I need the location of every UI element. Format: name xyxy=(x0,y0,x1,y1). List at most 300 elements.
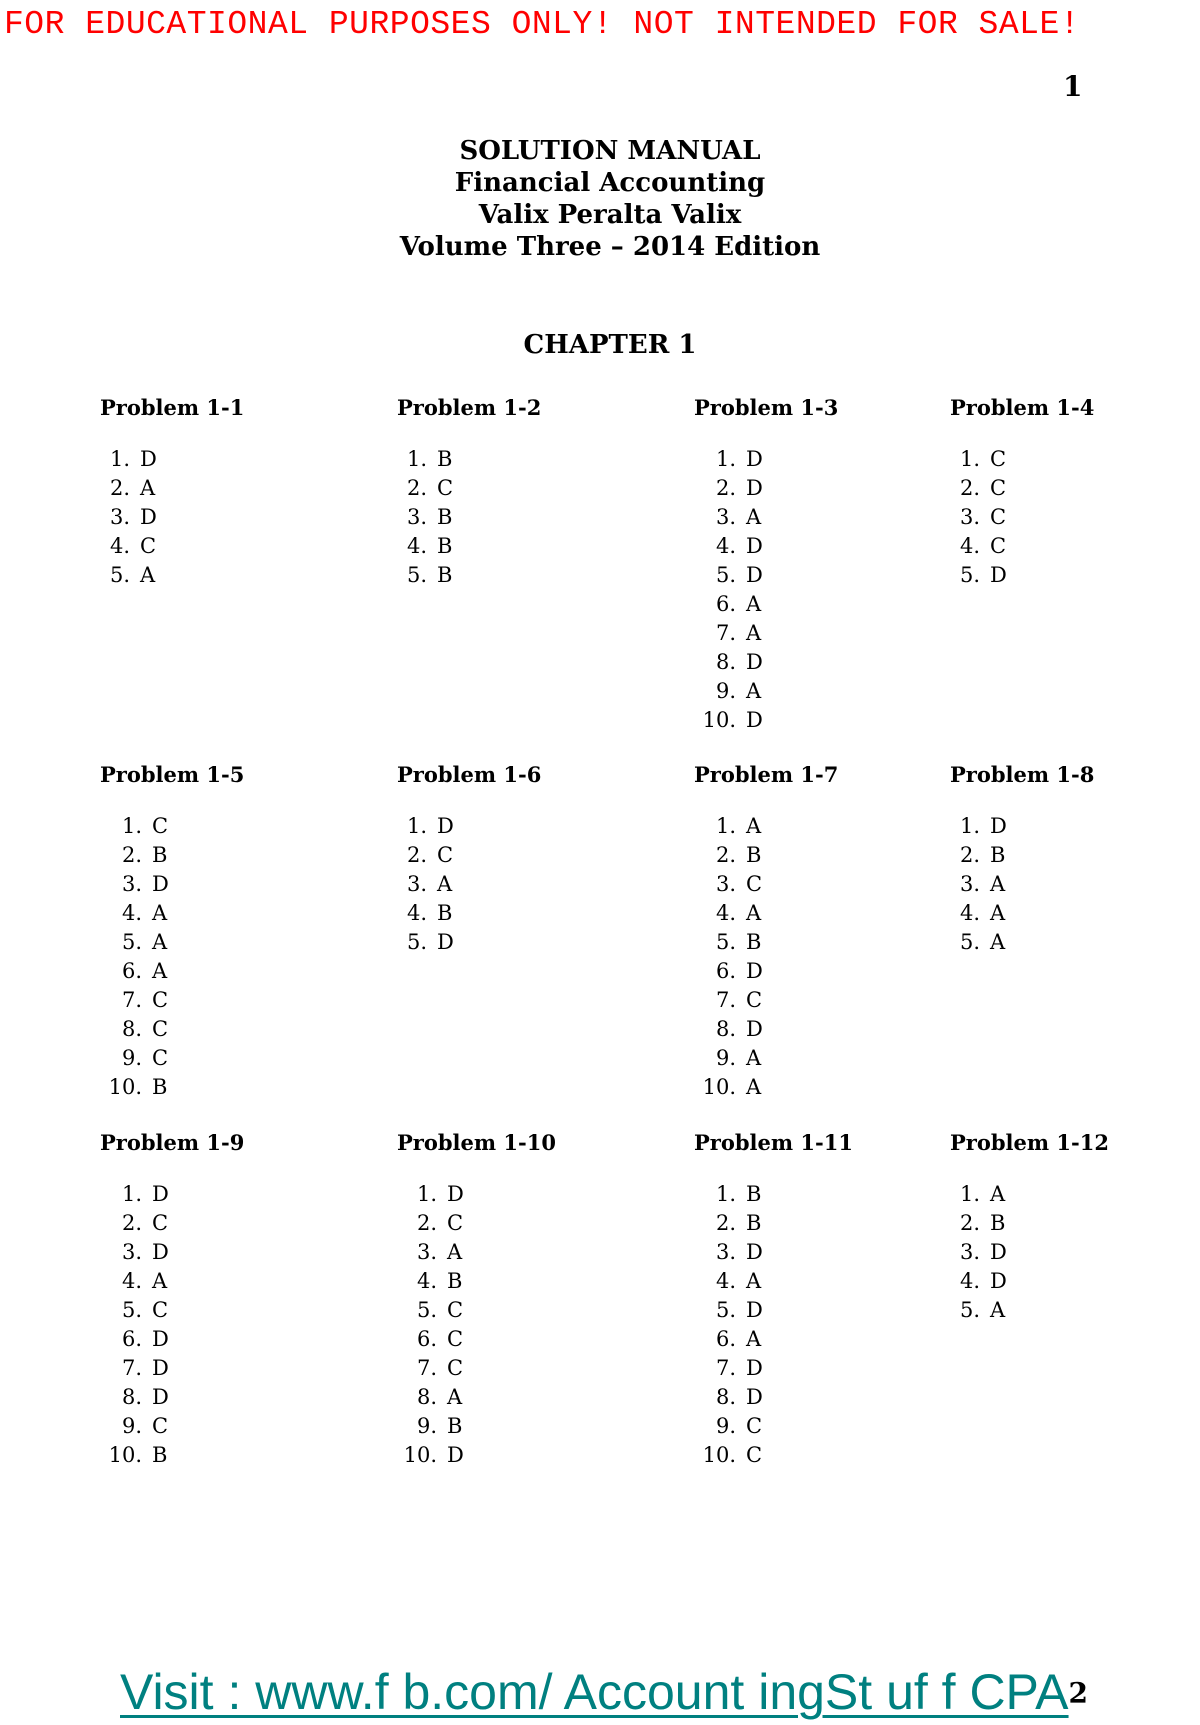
answer-item xyxy=(102,812,244,841)
answer-letter: D xyxy=(990,814,1007,838)
answer-item xyxy=(397,1267,556,1296)
answer-number: 5. xyxy=(715,563,736,587)
problem-title: Problem 1-2 xyxy=(397,395,542,420)
answer-letter: B xyxy=(447,1269,463,1293)
answer-letter: D xyxy=(140,505,157,529)
answer-list xyxy=(696,1180,853,1470)
answer-number: 1. xyxy=(715,1182,736,1206)
answer-number: 3. xyxy=(959,505,980,529)
answer-number: 9. xyxy=(121,1046,142,1070)
answer-item xyxy=(102,928,244,957)
answer-item xyxy=(397,1441,556,1470)
answer-item xyxy=(397,1354,556,1383)
answer-letter: D xyxy=(746,1298,763,1322)
title-line-2: Financial Accounting xyxy=(454,168,766,198)
problem-block xyxy=(100,395,244,590)
answer-letter: D xyxy=(990,1240,1007,1264)
answer-number: 5. xyxy=(406,930,427,954)
footer xyxy=(120,1663,1088,1721)
answer-number: 4. xyxy=(959,1269,980,1293)
answer-item xyxy=(102,1015,244,1044)
problem-title: Problem 1-3 xyxy=(694,395,839,420)
answer-letter: A xyxy=(746,1327,762,1351)
answer-number: 7. xyxy=(715,988,736,1012)
answer-letter: A xyxy=(746,1269,762,1293)
answer-number: 6. xyxy=(715,592,736,616)
answer-letter: D xyxy=(140,447,157,471)
answer-letter: C xyxy=(746,1414,763,1438)
answer-letter: D xyxy=(152,1356,169,1380)
problem-block xyxy=(100,1130,244,1470)
problem-title: Problem 1-6 xyxy=(397,762,542,787)
answer-number: 5. xyxy=(959,1298,980,1322)
answer-letter: D xyxy=(746,1017,763,1041)
answer-letter: A xyxy=(746,679,762,703)
answer-letter: A xyxy=(437,872,453,896)
answer-item xyxy=(696,1354,853,1383)
answer-number: 3. xyxy=(121,1240,142,1264)
answer-item xyxy=(102,1441,244,1470)
answer-letter: D xyxy=(746,1385,763,1409)
answer-number: 2. xyxy=(959,1211,980,1235)
answer-number: 6. xyxy=(121,1327,142,1351)
answer-item xyxy=(397,812,541,841)
problem-title: Problem 1-7 xyxy=(694,762,839,787)
answer-number: 6. xyxy=(715,959,736,983)
answer-item xyxy=(102,1073,244,1102)
answer-number: 4. xyxy=(121,1269,142,1293)
answer-number: 2. xyxy=(959,843,980,867)
answer-letter: D xyxy=(152,1240,169,1264)
answer-item xyxy=(696,1180,853,1209)
answer-item xyxy=(950,1209,1109,1238)
answer-item xyxy=(102,1180,244,1209)
answer-letter: C xyxy=(152,1211,169,1235)
answer-letter: B xyxy=(437,447,453,471)
answer-item xyxy=(950,503,1094,532)
answer-item xyxy=(102,1267,244,1296)
answer-number: 4. xyxy=(959,534,980,558)
answer-letter: C xyxy=(152,1046,169,1070)
answer-number: 4. xyxy=(416,1269,437,1293)
answer-number: 2. xyxy=(406,476,427,500)
answer-number: 1. xyxy=(715,447,736,471)
answer-item xyxy=(696,870,838,899)
answer-letter: C xyxy=(990,447,1007,471)
answer-letter: D xyxy=(746,476,763,500)
answer-letter: C xyxy=(152,988,169,1012)
answer-item xyxy=(950,928,1094,957)
answer-number: 5. xyxy=(715,1298,736,1322)
answer-item xyxy=(397,503,541,532)
answer-item xyxy=(100,445,244,474)
answer-letter: C xyxy=(746,872,763,896)
answer-letter: B xyxy=(990,1211,1006,1235)
answer-item xyxy=(950,841,1094,870)
answer-item xyxy=(397,899,541,928)
answer-letter: A xyxy=(990,901,1006,925)
answer-letter: D xyxy=(152,1327,169,1351)
answer-list xyxy=(397,812,541,957)
answer-number: 5. xyxy=(406,563,427,587)
answer-letter: B xyxy=(746,843,762,867)
answer-number: 3. xyxy=(959,872,980,896)
answer-number: 3. xyxy=(121,872,142,896)
answer-item xyxy=(950,870,1094,899)
answer-letter: C xyxy=(152,1414,169,1438)
answer-letter: A xyxy=(140,476,156,500)
answer-item xyxy=(950,445,1094,474)
answer-item xyxy=(696,986,838,1015)
answer-number: 1. xyxy=(715,814,736,838)
answer-letter: B xyxy=(437,534,453,558)
answer-number: 4. xyxy=(715,1269,736,1293)
watermark-text: FOR EDUCATIONAL PURPOSES ONLY! NOT INTENDED FOR SALE! xyxy=(4,6,1081,43)
answer-item xyxy=(397,1296,556,1325)
answer-item xyxy=(696,706,838,735)
answer-number: 6. xyxy=(416,1327,437,1351)
answer-number: 1. xyxy=(959,447,980,471)
answer-item xyxy=(397,928,541,957)
answer-number: 8. xyxy=(715,650,736,674)
answer-number: 3. xyxy=(715,505,736,529)
answer-number: 10. xyxy=(702,1075,736,1099)
answer-letter: B xyxy=(152,1075,168,1099)
answer-list xyxy=(696,445,838,735)
answer-letter: A xyxy=(152,901,168,925)
answer-letter: C xyxy=(437,843,454,867)
answer-letter: B xyxy=(437,563,453,587)
answer-number: 1. xyxy=(416,1182,437,1206)
answer-number: 7. xyxy=(715,1356,736,1380)
answer-item xyxy=(696,1383,853,1412)
answer-letter: C xyxy=(152,1017,169,1041)
answer-item xyxy=(100,532,244,561)
answer-letter: D xyxy=(152,872,169,896)
answer-number: 10. xyxy=(403,1443,437,1467)
answer-number: 9. xyxy=(715,1046,736,1070)
answer-list xyxy=(100,445,244,590)
answer-item xyxy=(696,899,838,928)
answer-letter: C xyxy=(152,814,169,838)
answer-item xyxy=(696,1441,853,1470)
problem-title: Problem 1-10 xyxy=(397,1130,556,1155)
answer-number: 2. xyxy=(109,476,130,500)
answer-item xyxy=(696,1238,853,1267)
answer-letter: D xyxy=(152,1385,169,1409)
answer-number: 5. xyxy=(121,930,142,954)
problem-title: Problem 1-1 xyxy=(100,395,245,420)
answer-letter: D xyxy=(746,959,763,983)
answer-number: 5. xyxy=(715,930,736,954)
answer-letter: A xyxy=(746,621,762,645)
answer-list xyxy=(102,1180,244,1470)
answer-number: 5. xyxy=(109,563,130,587)
answer-item xyxy=(696,1412,853,1441)
problem-title: Problem 1-11 xyxy=(694,1130,853,1155)
answer-number: 5. xyxy=(959,563,980,587)
footer-page-number: 2 xyxy=(1068,1676,1089,1710)
answer-number: 9. xyxy=(715,1414,736,1438)
answer-item xyxy=(696,1073,838,1102)
answer-letter: D xyxy=(990,1269,1007,1293)
answer-letter: D xyxy=(447,1443,464,1467)
answer-item xyxy=(102,986,244,1015)
answer-list xyxy=(696,812,838,1102)
answer-letter: D xyxy=(447,1182,464,1206)
answer-number: 4. xyxy=(959,901,980,925)
answer-number: 7. xyxy=(121,1356,142,1380)
answer-number: 4. xyxy=(406,534,427,558)
answer-item xyxy=(696,561,838,590)
answer-item xyxy=(696,474,838,503)
answer-letter: D xyxy=(746,650,763,674)
answer-item xyxy=(102,957,244,986)
answer-letter: D xyxy=(437,930,454,954)
answer-item xyxy=(100,503,244,532)
problem-block xyxy=(950,762,1094,957)
answer-number: 8. xyxy=(416,1385,437,1409)
answer-letter: D xyxy=(746,447,763,471)
answer-number: 8. xyxy=(715,1385,736,1409)
answer-item xyxy=(102,1044,244,1073)
answer-number: 1. xyxy=(109,447,130,471)
answer-number: 3. xyxy=(959,1240,980,1264)
answer-letter: B xyxy=(152,843,168,867)
answer-letter: C xyxy=(990,476,1007,500)
answer-number: 7. xyxy=(715,621,736,645)
answer-item xyxy=(100,561,244,590)
problem-title: Problem 1-9 xyxy=(100,1130,245,1155)
answer-number: 10. xyxy=(108,1075,142,1099)
answer-letter: A xyxy=(990,872,1006,896)
answer-item xyxy=(950,1267,1109,1296)
answer-number: 1. xyxy=(121,1182,142,1206)
answer-number: 1. xyxy=(121,814,142,838)
answer-list xyxy=(102,812,244,1102)
answer-letter: B xyxy=(746,1182,762,1206)
problem-block xyxy=(397,1130,556,1470)
title-line-3: Valix Peralta Valix xyxy=(478,200,742,230)
problem-title: Problem 1-4 xyxy=(950,395,1095,420)
answer-list xyxy=(950,812,1094,957)
answer-number: 7. xyxy=(416,1356,437,1380)
answer-letter: B xyxy=(437,901,453,925)
answer-number: 1. xyxy=(406,447,427,471)
answer-item xyxy=(696,957,838,986)
answer-item xyxy=(397,532,541,561)
answer-item xyxy=(696,503,838,532)
answer-number: 3. xyxy=(406,505,427,529)
answer-item xyxy=(102,1238,244,1267)
problem-block xyxy=(694,395,838,735)
answer-number: 7. xyxy=(121,988,142,1012)
answer-letter: A xyxy=(447,1240,463,1264)
answer-item xyxy=(696,812,838,841)
problem-block xyxy=(694,1130,853,1470)
answer-item xyxy=(696,1209,853,1238)
answer-letter: B xyxy=(746,930,762,954)
answer-letter: D xyxy=(746,708,763,732)
answer-item xyxy=(102,1383,244,1412)
answer-item xyxy=(696,648,838,677)
title-line-4: Volume Three – 2014 Edition xyxy=(399,232,821,262)
answer-item xyxy=(397,1325,556,1354)
problem-block xyxy=(950,395,1094,590)
answer-letter: A xyxy=(140,563,156,587)
answer-list xyxy=(397,445,541,590)
answer-item xyxy=(950,561,1094,590)
answer-item xyxy=(397,445,541,474)
page-number: 1 xyxy=(1063,70,1083,103)
answer-number: 8. xyxy=(715,1017,736,1041)
answer-item xyxy=(397,841,541,870)
answer-number: 5. xyxy=(121,1298,142,1322)
answer-number: 10. xyxy=(108,1443,142,1467)
answer-item xyxy=(696,1296,853,1325)
answer-letter: C xyxy=(990,534,1007,558)
answer-letter: A xyxy=(746,592,762,616)
answer-item xyxy=(102,1296,244,1325)
answer-letter: A xyxy=(746,901,762,925)
answer-item xyxy=(397,561,541,590)
problem-block xyxy=(397,762,541,957)
answer-letter: B xyxy=(437,505,453,529)
problem-title: Problem 1-5 xyxy=(100,762,245,787)
answer-item xyxy=(696,1325,853,1354)
answer-item xyxy=(397,870,541,899)
answer-item xyxy=(950,1238,1109,1267)
answer-item xyxy=(696,532,838,561)
answer-number: 9. xyxy=(121,1414,142,1438)
answer-letter: D xyxy=(990,563,1007,587)
answer-item xyxy=(950,812,1094,841)
answer-item xyxy=(102,899,244,928)
answer-item xyxy=(696,590,838,619)
answer-number: 1. xyxy=(959,814,980,838)
answer-item xyxy=(696,1044,838,1073)
answer-item xyxy=(696,1015,838,1044)
answer-number: 5. xyxy=(959,930,980,954)
answer-letter: C xyxy=(447,1327,464,1351)
answer-letter: D xyxy=(746,1240,763,1264)
answer-item xyxy=(102,870,244,899)
answer-item xyxy=(696,841,838,870)
answer-item xyxy=(102,1412,244,1441)
answer-letter: A xyxy=(152,930,168,954)
answer-letter: C xyxy=(990,505,1007,529)
answer-letter: A xyxy=(746,1046,762,1070)
answer-item xyxy=(397,1383,556,1412)
problem-block xyxy=(100,762,244,1102)
chapter-heading: CHAPTER 1 xyxy=(523,330,697,360)
answer-letter: B xyxy=(447,1414,463,1438)
answer-number: 10. xyxy=(702,1443,736,1467)
answer-number: 9. xyxy=(715,679,736,703)
answer-letter: C xyxy=(447,1211,464,1235)
answer-item xyxy=(102,1325,244,1354)
answer-letter: A xyxy=(152,959,168,983)
answer-number: 2. xyxy=(715,476,736,500)
answer-letter: C xyxy=(746,1443,763,1467)
title-line-1: SOLUTION MANUAL xyxy=(459,136,761,166)
problem-block xyxy=(694,762,838,1102)
answer-item xyxy=(696,619,838,648)
answer-number: 4. xyxy=(715,901,736,925)
footer-link[interactable]: Visit : www.f b.com/ Account ingSt uf f CPA xyxy=(120,1664,1069,1720)
answer-number: 2. xyxy=(715,843,736,867)
answer-letter: C xyxy=(437,476,454,500)
answer-number: 4. xyxy=(715,534,736,558)
answer-letter: B xyxy=(990,843,1006,867)
answer-letter: A xyxy=(746,814,762,838)
answer-number: 3. xyxy=(416,1240,437,1264)
answer-item xyxy=(100,474,244,503)
answer-number: 1. xyxy=(959,1182,980,1206)
answer-letter: D xyxy=(746,1356,763,1380)
problem-block xyxy=(397,395,541,590)
answer-letter: C xyxy=(140,534,157,558)
answer-number: 2. xyxy=(959,476,980,500)
answer-number: 4. xyxy=(406,901,427,925)
answer-item xyxy=(102,1354,244,1383)
answer-item xyxy=(397,1238,556,1267)
answer-item xyxy=(696,1267,853,1296)
answer-letter: B xyxy=(152,1443,168,1467)
answer-number: 3. xyxy=(715,1240,736,1264)
document-title xyxy=(0,135,1200,263)
answer-number: 2. xyxy=(121,1211,142,1235)
answer-number: 8. xyxy=(121,1017,142,1041)
answer-number: 2. xyxy=(406,843,427,867)
answer-number: 10. xyxy=(702,708,736,732)
answer-letter: A xyxy=(990,930,1006,954)
answer-item xyxy=(397,1180,556,1209)
answer-number: 3. xyxy=(715,872,736,896)
answer-list xyxy=(950,445,1094,590)
answer-item xyxy=(397,1412,556,1441)
answer-item xyxy=(696,445,838,474)
answer-number: 4. xyxy=(109,534,130,558)
answer-letter: A xyxy=(746,1075,762,1099)
answer-item xyxy=(397,1209,556,1238)
answer-letter: D xyxy=(437,814,454,838)
answer-letter: D xyxy=(746,563,763,587)
answer-item xyxy=(950,532,1094,561)
answer-number: 3. xyxy=(109,505,130,529)
answer-list xyxy=(950,1180,1109,1325)
answer-number: 6. xyxy=(121,959,142,983)
answer-letter: A xyxy=(990,1298,1006,1322)
answer-item xyxy=(950,474,1094,503)
problem-title: Problem 1-8 xyxy=(950,762,1095,787)
answer-letter: B xyxy=(746,1211,762,1235)
answer-item xyxy=(950,899,1094,928)
answer-number: 5. xyxy=(416,1298,437,1322)
answer-number: 2. xyxy=(416,1211,437,1235)
answer-letter: A xyxy=(447,1385,463,1409)
answer-letter: C xyxy=(447,1298,464,1322)
answer-letter: C xyxy=(447,1356,464,1380)
answer-letter: C xyxy=(746,988,763,1012)
answer-letter: D xyxy=(746,534,763,558)
answer-number: 2. xyxy=(121,843,142,867)
answer-letter: A xyxy=(990,1182,1006,1206)
answer-item xyxy=(696,677,838,706)
answer-letter: D xyxy=(152,1182,169,1206)
answer-item xyxy=(950,1296,1109,1325)
answer-letter: A xyxy=(152,1269,168,1293)
